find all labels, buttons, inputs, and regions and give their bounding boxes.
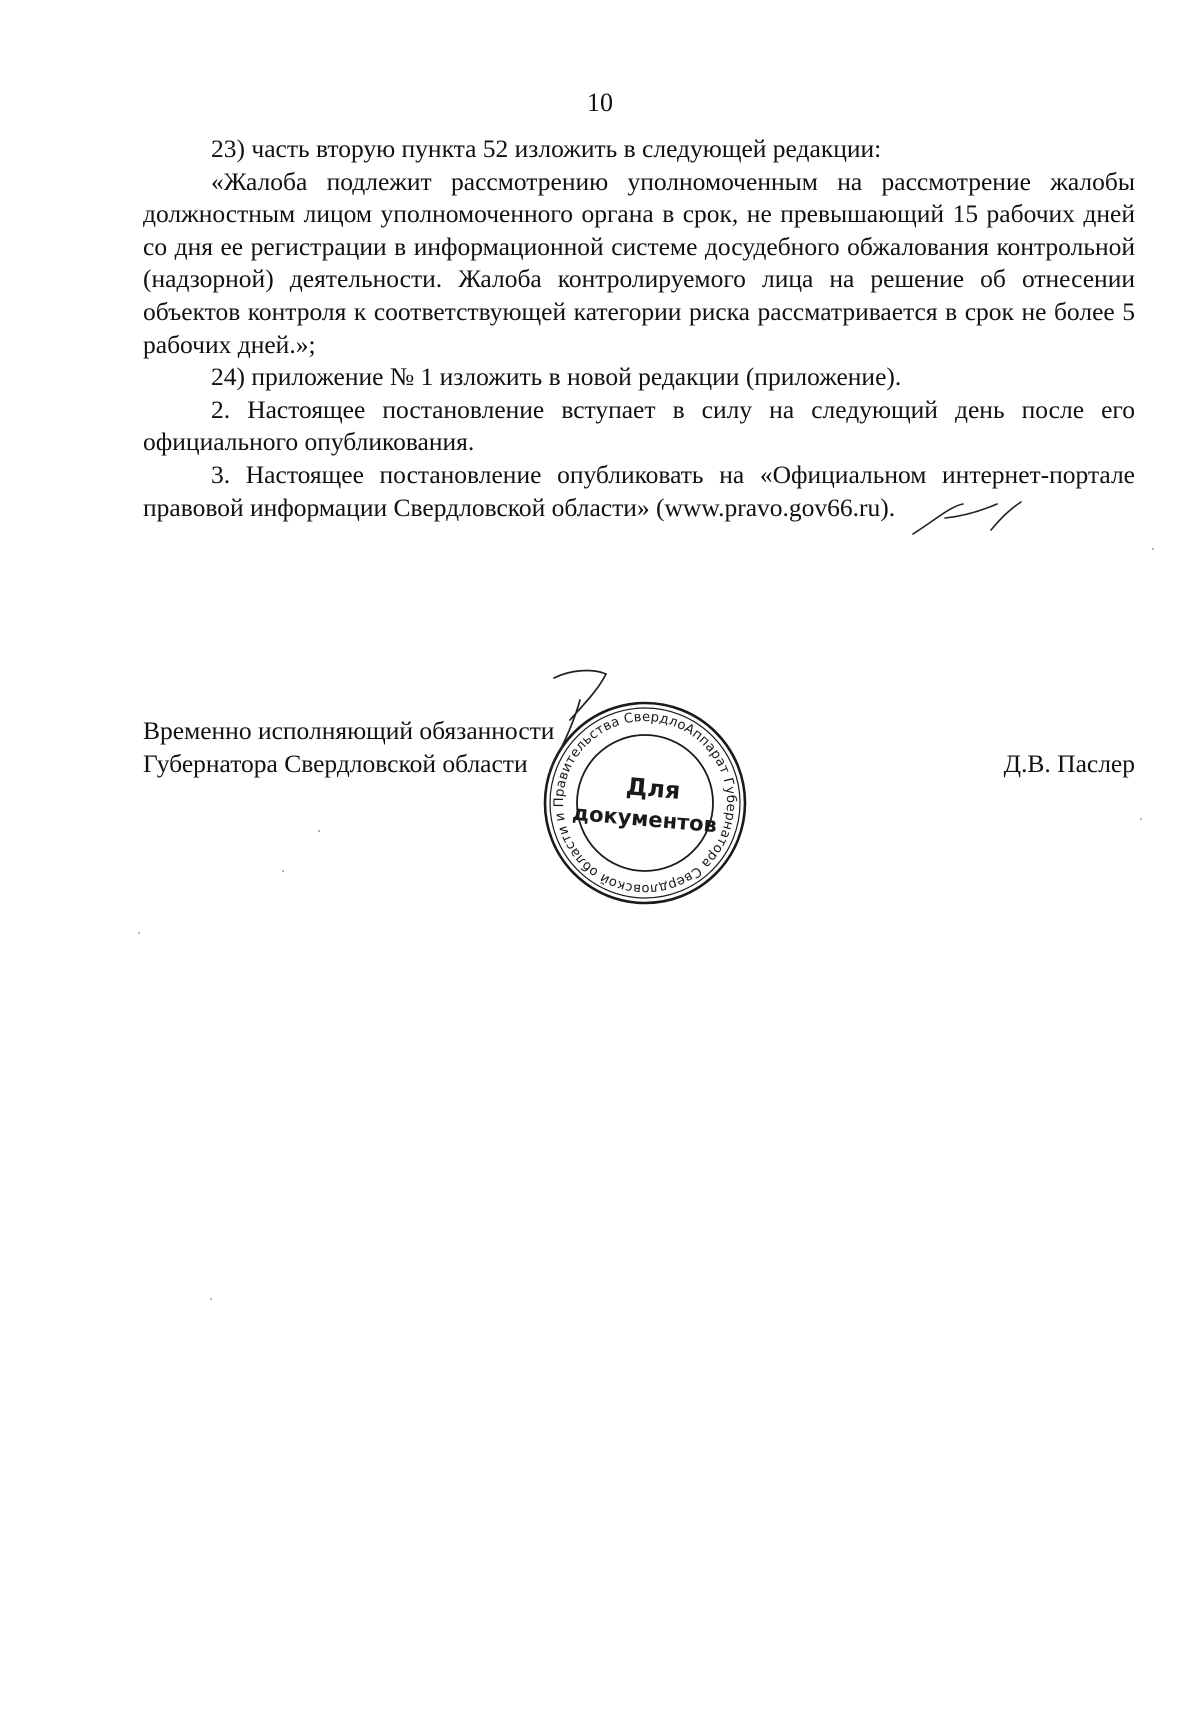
handwritten-signature bbox=[540, 660, 650, 780]
seal-center-line1: Для bbox=[624, 772, 682, 805]
signatory-position-line1: Временно исполняющий обязанности bbox=[143, 716, 555, 745]
signatory-name: Д.В. Паслер bbox=[1003, 749, 1135, 778]
pen-stroke-mark bbox=[905, 500, 1025, 540]
scan-speck bbox=[210, 1298, 212, 1300]
signatory-position-line2: Губернатора Свердловской области bbox=[143, 749, 528, 778]
paragraph-clause-2: 2. Настоящее постановление вступает в силу на следующий день после его официального опубликования. bbox=[143, 394, 1135, 457]
scan-speck bbox=[282, 870, 284, 872]
page-number: 10 bbox=[587, 88, 613, 117]
signatory-position bbox=[143, 714, 554, 780]
seal-center-line2: документов bbox=[571, 800, 718, 838]
scan-speck bbox=[1140, 818, 1142, 820]
seal-ring-text: Аппарат Губернатора Свердловской области и Правительства Свердловской bbox=[551, 709, 739, 897]
document-body bbox=[143, 133, 1135, 524]
paragraph-clause-3: 3. Настоящее постановление опубликовать на «Официальном интернет-портале правовой информации Свердловской области» (www.pravo.gov66.ru). bbox=[143, 459, 1135, 522]
scan-speck bbox=[1152, 548, 1154, 550]
scan-speck bbox=[138, 932, 140, 934]
scan-speck bbox=[318, 830, 320, 832]
paragraph-complaint-text: «Жалоба подлежит рассмотрению уполномоченным на рассмотрение жалобы должностным лицом уполномоченного органа в срок, не превышающий 15 рабочих дней со дня ее регистрации в информационной системе досудебного обжалования контрольной (надзорной) деятельности. Жалоба контролируемого лица на решение об отнесении объектов контроля к соответствующей категории риска рассматривается в срок не более 5 рабочих дней.»; bbox=[143, 166, 1135, 359]
paragraph-item-23: 23) часть вторую пункта 52 изложить в следующей редакции: bbox=[211, 134, 882, 163]
paragraph-item-24: 24) приложение № 1 изложить в новой редакции (приложение). bbox=[211, 362, 902, 392]
